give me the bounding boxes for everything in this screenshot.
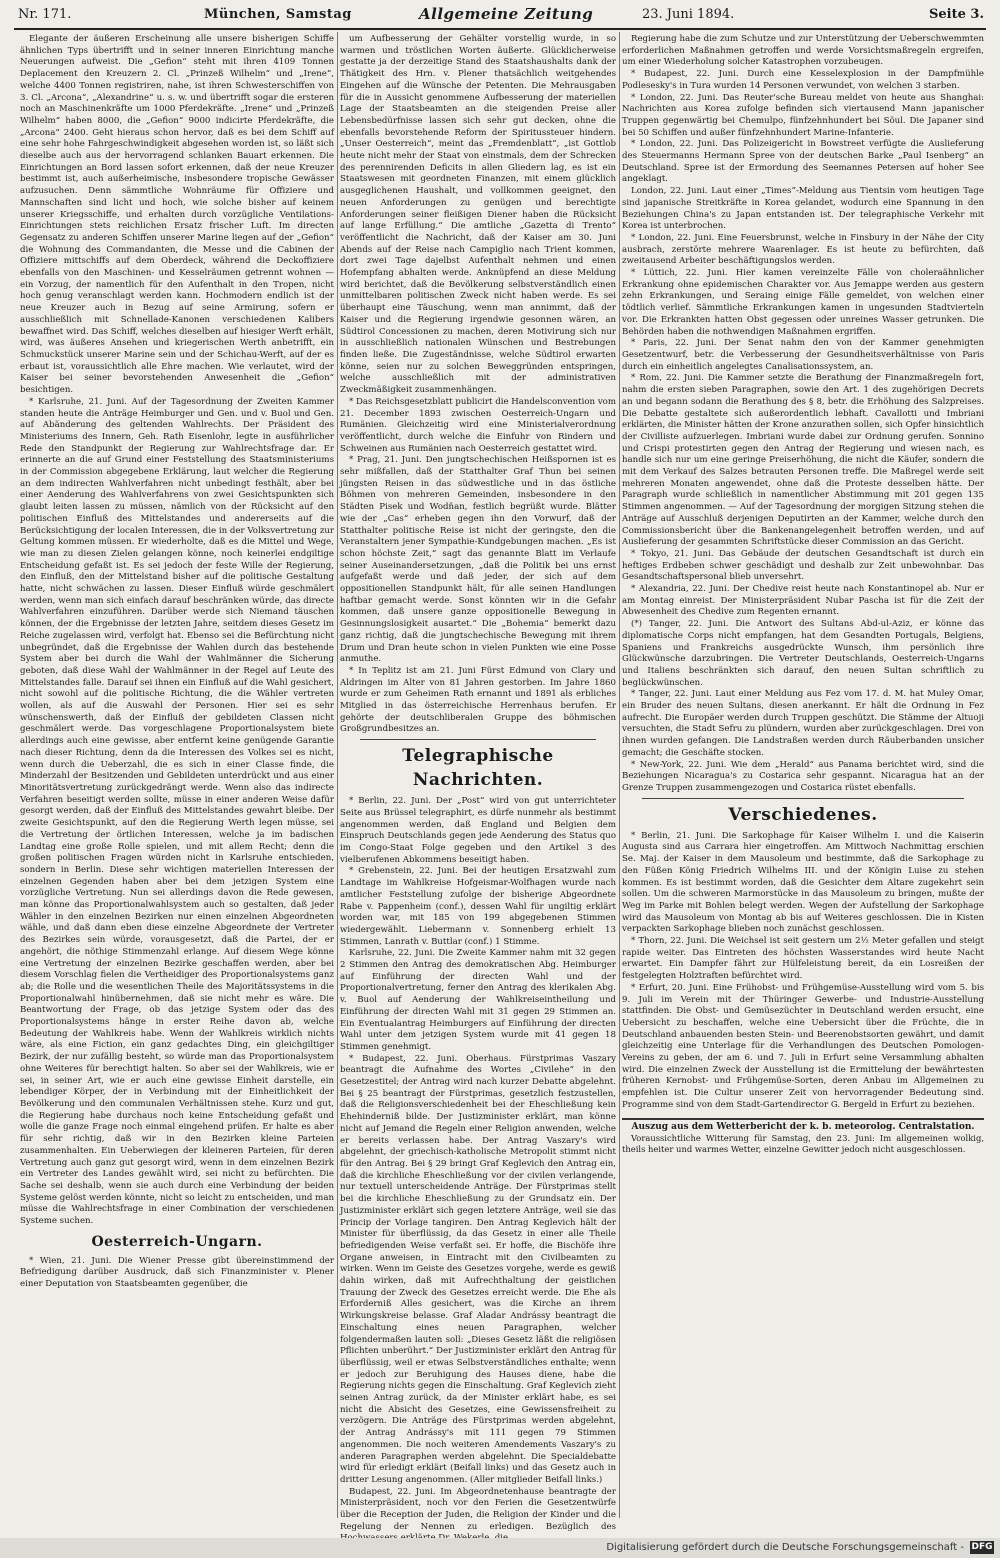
section-heading-austria-hungary: Oesterreich-Ungarn. <box>91 1233 263 1250</box>
article-paragraph: * Rom, 22. Juni. Die Kammer setzte die Berathung der Finanzmaßregeln fort, nahm die ersten sieben Paragraphen, sowie den Art. 1 des zugehörigen Decrets an und begann sodann die Berathung des § 8, betr. die Erhöhung des Salzpreises. Die Debatte gestaltete sich außerordentlich lebhaft. Cavallotti und Imbriani erklärten, die Minister hätten der Krone anzurathen sollen, sich Opfer hinsichtlich der Civilliste aufzuerlegen. Imbriani wurde dabei zur Ordnung gerufen. Sonnino und Crispi protestirten gegen den Antrag der Regierung und wiesen nach, es handle sich nur um eine geringe Preiserhöhung, die nicht die Käufer, sondern die mit dem Verkauf des Salzes betrauten Personen treffe. Die Maßregel werde seit mehreren Monaten angewendet, ohne daß die Proteste desselben hätte. Der Paragraph wurde schließlich in namentlicher Abstimmung mit 201 gegen 135 Stimmen angenommen. — Auf der Tagesordnung der morgigen Sitzung stehen die Anträge auf Ausschluß derjenigen Deputirten an der Kammer, welche durch den Commissionsbericht über die Bankenangelegenheit betroffen werden, und auf Auslieferung der gesammten Schriftstücke dieser Commission an das Gericht. <box>622 373 984 548</box>
article-paragraph: London, 22. Juni. Laut einer „Times“-Meldung aus Tientsin vom heutigen Tage sind japanische Streitkräfte in Korea gelandet, wodurch eine Spannung in den Beziehungen China's zu Japan entstanden ist. Der telegraphische Verkehr mit Korea ist unterbrochen. <box>622 186 984 232</box>
article-paragraph: um Aufbesserung der Gehälter vorstellig wurde, in so warmen und tröstlichen Worten äußerte. Glücklicherweise gestatte ja der derzeitige Stand des Staatshaushalts dank der Thätigkeit des Hrn. v. Plener thatsächlich weitgehendes Eingehen auf die Wünsche der Petenten. Die Mehrausgaben für die in Aussicht genommene Aufbesserung der materiellen Lage der Staatsbeamten an die steigenden Preise aller Lebensbedürfnisse lassen sich sehr gut decken, ohne die ebenfalls bevorstehende Reform der Spiritussteuer hindern. „Unser Oesterreich“, meint das „Fremdenblatt“, „ist Gottlob heute nicht mehr der Staat von einstmals, dem der Schrecken des perennirenden Deficits in allen Gliedern lag, es ist ein Staatswesen mit geordneten Finanzen, mit einem glücklich ausgeglichenen Haushalt, und vollkommen geeignet, den neuen Anforderungen zu genügen und berechtigte Anforderungen seiner fleißigen Diener haben die Rücksicht auf lange Erfüllung.“ Die amtliche „Gazetta di Trento“ veröffentlicht die Nachricht, daß der Kaiser am 30. Juni Abends auf der Reise nach Campiglio nach Trient kommen, dort zwei Tage dajelbst Aufenthalt nehmen und einen Hofempfang abhalten werde. Anknüpfend an diese Meldung wird berichtet, daß die Bevölkerung selbstverständlich einen unmittelbaren politischen Zweck nicht haben werde. Es sei überhaupt eine Täuschung, wenn man annimmt, daß der Kaiser und die Regierung irgendwie gesonnen wären, an Südtirol Concessionen zu machen, deren Motivirung sich nur in ausschließlich nationalen Wünschen und Bestrebungen finden ließe. Die Zugeständnisse, welche Südtirol erwarten könne, seien nur zu solchen Beweggründen entspringen, welche ausschließlich mit der administrativen Zweckmäßigkeit zusammenhängen. <box>340 34 616 396</box>
section-heading-miscellaneous: Verschiedenes. <box>728 804 878 825</box>
article-paragraph: * Berlin, 22. Juni. Der „Post“ wird von gut unterrichteter Seite aus Brüssel telegraphirt, es dürfe nunmehr als bestimmt angenommen werden, daß England und Belgien dem Einspruch Deutschlands gegen jede Aenderung des Status quo im Congo-Staat Folge gegeben und den Artikel 3 des vielberufenen Abkommens beseitigt haben. <box>340 796 616 865</box>
article-paragraph: Karlsruhe, 22. Juni. Die Zweite Kammer nahm mit 32 gegen 2 Stimmen den Antrag des demokratischen Abg. Heimburger auf Einführung der directen Wahl und der Proportionalvertretung, ferner den Antrag des klerikalen Abg. v. Buol auf Aenderung der Wahlkreiseintheilung und Einführung der directen Wahl mit 31 gegen 29 Stimmen an. Ein Eventualantrag Heimburgers auf Einführung der directen Wahl unter dem jetzigen System wurde mit 41 gegen 18 Stimmen genehmigt. <box>340 948 616 1052</box>
article-paragraph: * Tokyo, 21. Juni. Das Gebäude der deutschen Gesandtschaft ist durch ein heftiges Erdbeben schwer geschädigt und deshalb zur Zeit unbewohnbar. Das Gesandtschaftspersonal blieb unversehrt. <box>622 548 984 583</box>
article-paragraph: * London, 22. Juni. Das Reuter'sche Bureau meldet von heute aus Shanghai: Nachrichten aus Korea zufolge befinden sich viertausend Mann japanischer Truppen gegenwärtig bei Chemulpo, fünfzehnhundert bei Söul. Die Japaner sind bei 50 Schiffen und außer fünfzehnhundert Marine-Infanterie. <box>622 92 984 138</box>
place-and-day: München, Samstag <box>204 7 352 22</box>
column-1 <box>20 34 334 1518</box>
funding-credit: Digitalisierung gefördert durch die Deutsche Forschungsgemeinschaft - <box>606 1542 964 1553</box>
section-rule <box>642 798 964 799</box>
weather-report-text: Voraussichtliche Witterung für Samstag, den 23. Juni: Im allgemeinen wolkig, theils heiter und warmes Wetter, einzelne Gewitter jedoch nicht ausgeschlossen. <box>622 1132 984 1154</box>
article-paragraph: * Tanger, 22. Juni. Laut einer Meldung aus Fez vom 17. d. M. hat Muley Omar, ein Bruder des neuen Sultans, diesen anerkannt. Er hält die Ordnung in Fez aufrecht. Die Europäer werden durch Truppen geschützt. Die Stämme der Altuoji versuchten, die Stadt Sefru zu plündern, wurden aber zurückgeschlagen. Drei von ihnen wurden gefangen. Die Landstraßen werden durch Räuberbanden unsicher gemacht; die Geschäfte stocken. <box>622 689 984 758</box>
article-paragraph: * Grebenstein, 22. Juni. Bei der heutigen Ersatzwahl zum Landtage im Wahlkreise Hofgeismar-Wolfhagen wurde nach amtlicher Feststellung zufolge der bisherige Abgeordnete Rabe v. Pappenheim (conf.), dessen Wahl für ungiltig erklärt worden war, mit 185 von 199 abgegebenen Stimmen wiedergewählt. Liebermann v. Sonnenberg erhielt 13 Stimmen, Lanrath v. Buttlar (conf.) 1 Stimme. <box>340 866 616 947</box>
article-paragraph: Elegante der äußeren Erscheinung alle unsere bisherigen Schiffe ähnlichen Typs übertrifft und in seiner inneren Einrichtung manche Neuerungen aufweist. Die „Gefion“ steht mit ihren 4109 Tonnen Deplacement den Kreuzern 2. Cl. „Prinzeß Wilhelm“ und „Irene“, welche 4400 Tonnen registriren, nahe, ist ihren Schwesterschiffen von 3. Cl. „Arcona“, „Alexandrine“ u. s. w. und übertrifft sogar die ersteren noch an Maschinenkräfte um 1000 Pferdekräfte. „Irene“ und „Prinzeß Wilhelm“ haben 8000, die „Gefion“ 9000 indicirte Pferdekräfte, die „Arcona“ 2400. Geht hieraus schon hervor, daß es bei dem Schiff auf eine sehr hohe Fahrgeschwindigkeit abgesehen worden ist, so läßt sich dieselbe auch aus der hervorragend schlanken Bauart erkennen. Die Einrichtungen an Bord lassen sofort erkennen, daß der neue Kreuzer bestimmt ist, auch außerheimische, insbesondere tropische Gewässer aufzusuchen. Denn sämmtliche Wohnräume für Offiziere und Mannschaften sind licht und hoch, wie solche bisher auf keinem unserer Kriegsschiffe, und erhalten durch vorzügliche Ventilations-Einrichtungen stets reichlichen Ersatz frischer Luft. Im directen Gegensatz zu anderen Schiffen unserer Marine liegen auf der „Gefion“ die Wohnung des Commandanten, die Messe und die Cabinen der Offiziere mittschiffs auf dem Oberdeck, während die Deckoffiziere ebenfalls von den Maschinen- und Kesselräumen getrennt wohnen — ein Vorzug, der namentlich für den Aufenthalt in den Tropen, nicht hoch genug veranschlagt werden kann. Hochmodern endlich ist der neue Kreuzer auch in Bezug auf seine Armirung, sofern er ausschließlich mit Schnellade-Kanonen verschiedenen Kalibers bewaffnet wird. Das Schiff, welches dieselben auf hiesiger Werft erhält, wird, was äußeres Ansehen und kriegerischen Werth anbetrifft, ein Schmuckstück unserer Marine sein und der Schichau-Werft, auf der es erbaut ist, voraussichtlich alle Ehre machen. Wie verlautet, wird der Kaiser bei seiner bevorstehenden Anwesenheit die „Gefion“ besichtigen. <box>20 34 334 396</box>
column-divider <box>337 32 338 1518</box>
column-3 <box>622 34 984 1518</box>
column-2 <box>340 34 616 1532</box>
article-paragraph: * Karlsruhe, 21. Juni. Auf der Tagesordnung der Zweiten Kammer standen heute die Anträge Heimburger und Gen. und v. Buol und Gen. auf Abänderung des geltenden Wahlrechts. Der Präsident des Ministeriums des Innern, Geh. Rath Eisenlohr, legte in ausführlicher Rede den Standpunkt der Regierung zur Wahlrechtsfrage dar. Er erinnerte an die auf Grund einer Feststellung des Staatsministeriums in der Commission abgegebene Erklärung, laut welcher die Regierung an dem indirecten Wahlverfahren nicht unbedingt festhält, aber bei einer Aenderung des Wahlverfahrens von zwei Gesichtspunkten sich glaubt leiten lassen zu müssen, nämlich von der Rücksicht auf den politischen Einfluß des Mittelstandes und andererseits auf die Berücksichtigung der localen Interessen, die in der Volksvertretung zur Geltung kommen müssen. Er wiederholte, daß es die Mittel und Wege, wie man zu diesen Zielen gelangen könne, noch keinerlei endgiltige Entscheidung gefaßt ist. Es sei jedoch der feste Wille der Regierung, den Einfluß, den der Mittelstand bisher auf die politische Gestaltung hatte, nicht schwächen zu lassen. Dieser Einfluß würde geschmälert werden, wenn man sich einfach darauf beschränken würde, das directe Wahlverfahren einzuführen. Darüber werde sich Niemand täuschen können, der die Ergebnisse der letzten Jahre, seitdem dieses Gesetz im Reiche zugelassen wird, verfolgt hat. Ebenso sei die Befürchtung nicht unbegründet, daß die Ergebnisse der Wahlen durch das bestehende System aber bei durch die Wahl der Wahlmänner die Sicherung geboten, daß diese Wahl der Wahlmänner in der Regel auf Leute des Mittelstandes falle. Darauf sei ihnen ein Einfluß auf die Wahl gesichert, nicht sowohl auf die politische Richtung, die die Wähler vertreten wollen, als auf die Auswahl der Personen. Hier sei es sehr wünschenswerth, daß der Einfluß der gebildeten Classen nicht geschmälert werde. Das vorgeschlagene Proportionalsystem biete allerdings auch eine gewisse, aber entfernt keine genügende Garantie nach dieser Richtung, denn da die Interessen des Volkes sei es nicht, wenn durch die Ueberzahl, die es sich in einer Classe finde, die Minderzahl der Besitzenden und Gebildeten unterdrückt und aus einer Minoritätsvertretung zurückgedrängt werde. Wenn also das indirecte Verfahren beseitigt werden sollte, müsse in einer anderen Weise dafür gesorgt werden, daß der Einfluß des Mittelstandes gewahrt bleibe. Der zweite Gesichtspunkt, auf den die Regierung Werth legen müsse, sei die Vertretung der örtlichen Interessen, welche ja im badischen Landtag eine große Rolle spielen, und mit allem Recht; denn die großen politischen Fragen würden nicht in Karlsruhe entschieden, sondern in Berlin. Diese sehr wichtigen materiellen Interessen der einzelnen Gegenden haben aber bei dem jetzigen System eine vorzügliche Vertretung. Nun sei allerdings davon die Rede gewesen, man könne das Proportionalwahlsystem auch so gestalten, daß jeder Wähler in den einzelnen Bezirken nur einen einzelnen Abgeordneten wähle, und daß dann eben diese einzelne Abgeordnete der Vertreter des Bezirkes sein würde, vorausgesetzt, daß die Partei, der er angehört, die nöthige Stimmenzahl erlange. Auf diesem Wege könne eine Vertretung der einzelnen Bezirke geschaffen werden, aber bei diesem Vorschlag fielen die Vertheidiger des Proportionalsystems ganz ab; die Rolle und die wesentlichen Theile des Majoritätssystems in die Proportionalwahl hinübernehmen, daß sie nicht mehr es wäre. Die Beantwortung der Frage, ob das jetzige System oder das des Proportionalsystems hänge in erster Reihe davon ab, welche Bedeutung der Wahlkreis habe. Wenn der Wahlkreis wirklich nichts wäre, als eine Fiction, ein ganz gedachtes Ding, ein gleichgiltiger Bezirk, der nur zufällig besteht, so würde man das Proportionalsystem ohne Weiteres für berechtigt halten. So aber sei der Wahlkreis, wie er sei, in seiner Art, wie er auch eine gewisse Einheit darstelle, ein lebendiger Körper, der in Verbindung mit der Einheitlichkeit der Bevölkerung und den communalen Verhältnissen stehe. Kurz und gut, die Regierung habe durchaus noch keine Entscheidung gefaßt und wolle die ganze Frage noch einmal eingehend prüfen. Er halte es aber für sehr richtig, daß wir in den Bezirken kleine Parteien zusammenhalten. Ein Ueberwiegen der kleineren Parteien, für deren Vertretung auch ganz gut gesorgt wird, wenn in dem einzelnen Bezirk ein Vertreter des Landes gewählt wird, sei nicht zu befürchten. Die Sache sei deshalb, wenn sie auch durch eine Verbindung der beiden Systeme gelöst werden könnte, nicht so leicht zu entscheiden, und man müsse die Wahlrechtsfrage in einer Combination der verschiedenen Systeme suchen. <box>20 396 334 1227</box>
article-paragraph: * London, 22. Juni. Das Polizeigericht in Bowstreet verfügte die Auslieferung des Steuermanns Hermann Spree von der deutschen Barke „Paul Isenberg“ an Deutschland. Spree ist der Ermordung des Seemannes Petersen auf hoher See angeklagt. <box>622 139 984 185</box>
article-paragraph: * Thorn, 22. Juni. Die Weichsel ist seit gestern um 2½ Meter gefallen und steigt rapide weiter. Das Eintreten des höchsten Wasserstandes wird heute Nacht erwartet. Ein Dampfer fährt zur Hülfeleistung bereit, da ein Losreißen der festgelegten Holztraften befürchtet wird. <box>622 936 984 982</box>
section-heading-telegraphic-news: Telegraphische Nachrichten. <box>402 746 554 791</box>
article-paragraph: * Wien, 21. Juni. Die Wiener Presse gibt übereinstimmend der Befriedigung darüber Ausdruck, daß sich Finanzminister v. Plener einer Deputation von Staatsbeamten gegenüber, die <box>20 1255 334 1290</box>
article-paragraph: * Berlin, 21. Juni. Die Sarkophage für Kaiser Wilhelm I. und die Kaiserin Augusta sind aus Carrara hier eingetroffen. Am Mittwoch Nachmittag erschien Se. Maj. der Kaiser in dem Mausoleum und bestimmte, daß die Sarkophage zu den Füßen König Friedrich Wilhelms III. und der Königin Luise zu stehen kommen. Es ist bestimmt worden, daß die Gesichter dem Altare zugekehrt sein sollen. Um die schweren Marmorstücke in das Mausoleum zu bringen, mußte der Weg im Parke mit Bohlen belegt werden. Wegen der Aufstellung der Sarkophage wird das Mausoleum von Montag ab bis auf Weiteres geschlossen. Die in Kisten verpackten Sarkophage blieben noch zunächst geschlossen. <box>622 830 984 935</box>
article-paragraph: * Prag, 21. Juni. Den jungtschechischen Heißspornen ist es sehr mißfallen, daß der Statthalter Graf Thun bei seinen jüngsten Reisen in das südwestliche und in das östliche Böhmen von mehreren Gemeinden, insbesondere in den Städten Pisek und Wodňan, festlich begrüßt wurde. Blätter wie der „Cas“ erheben gegen ihn den Vorwurf, daß der Statthalter politische Reise ist nicht der geringste, den die Veranstaltern jener Sympathie-Kundgebungen machen. „Es ist schon höchste Zeit,“ sagt das genannte Blatt im Verlaufe seiner Auseinandersetzungen, „daß die Politik bei uns ernst aufgefaßt werde und daß jeder, der sich auf dem oppositionellen Standpunkt hält, für alle seinen Handlungen haftbar gemacht werde. Sonst könnten wir in die Gefahr kommen, daß unsere ganze oppositionelle Bewegung in Gesinnungslosigkeit ausartet.“ Die „Bohemia“ bemerkt dazu ganz richtig, daß die jungtschechische Bewegung mit ihrem Drum und Dran heute schon in vielen Punkten wie eine Posse anmuthe. <box>340 455 616 665</box>
article-paragraph: * Lüttich, 22. Juni. Hier kamen vereinzelte Fälle von choleraähnlicher Erkrankung ohne epidemischen Charakter vor. Aus Jemappe werden aus gestern zehn Erkrankungen, und Seraing einige Fälle gemeldet, von welchen einer tödtlich verlief. Sämmtliche Erkrankungen kamen in ungesunden Stadtvierteln vor. Die Erkrankten hatten Obst gegessen oder unreines Wasser getrunken. Die Behörden haben die nothwendigen Maßnahmen ergriffen. <box>622 268 984 337</box>
article-paragraph: * In Teplitz ist am 21. Juni Fürst Edmund von Clary und Aldringen im Alter von 81 Jahren gestorben. Im Jahre 1860 wurde er zum Geheimen Rath ernannt und 1891 als erbliches Mitglied in das österreichische Herrenhaus berufen. Er gehörte der deutschliberalen Gruppe des böhmischen Großgrundbesitzes an. <box>340 665 616 735</box>
article-paragraph: * London, 22. Juni. Eine Feuersbrunst, welche in Finsbury in der Nähe der City ausbrach, zerstörte mehrere Waarenlager. Es ist heute zu befürchten, daß zweitausend Arbeiter beschäftigungslos werden. <box>622 232 984 267</box>
dfg-logo: DFG <box>971 1542 993 1552</box>
article-paragraph: * New-York, 22. Juni. Wie dem „Herald“ aus Panama berichtet wird, sind die Beziehungen Nicaragua's zu Costarica sehr gespannt. Nicaragua hat an der Grenze Truppen zusammengezogen und Costarica rüstet ebenfalls. <box>622 759 984 793</box>
article-paragraph: * Erfurt, 20. Juni. Eine Frühobst- und Frühgemüse-Ausstellung wird vom 5. bis 9. Juli im Verein mit der Thüringer Gewerbe- und Industrie-Ausstellung stattfinden. Die Obst- und Gemüsezüchter in Deutschland werden ersucht, eine Uebersicht zu beschaffen, welche eine Uebersicht über die Früchte, die in Deutschland anbauenden besten Stein- und Beerenobstsorten gewährt, und damit gleichzeitig eine Unterlage für die Verhandlungen des Deutschen Pomologen-Vereins zu geben, der am 6. und 7. Juli in Erfurt seine Versammlung abhalten wird. Die einzelnen Zweck der Ausstellung ist die Ermittelung der bewährtesten früheren Kernobst- und Frühgemüse-Sorten, deren Anbau im Allgemeinen zu empfehlen ist. Die Cultur unserer Zeit von hervorragender Bedeutung sind. Programme sind von dem Stadt-Gartendirector G. Bergeld in Erfurt zu beziehen. <box>622 982 984 1110</box>
article-paragraph: * Das Reichsgesetzblatt publicirt die Handelsconvention vom 21. December 1893 zwischen Oesterreich-Ungarn und Rumänien. Gleichzeitig wird eine Ministerialverordnung veröffentlicht, durch welche die Einfuhr von Rindern und Schweinen aus Rumänien nach Oesterreich gestattet wird. <box>340 396 616 454</box>
article-paragraph: Regierung habe die zum Schutze und zur Unterstützung der Ueberschwemmten erforderlichen Maßnahmen getroffen und werde Vorsichtsmaßregeln ergreifen, um einer Wiederholung solcher Katastrophen vorzubeugen. <box>622 34 984 68</box>
issue-number: Nr. 171. <box>18 7 72 22</box>
article-paragraph: * Budapest, 22. Juni. Oberhaus. Fürstprimas Vaszary beantragt die Aufnahme des Wortes „Civilehe“ in den Gesetzestitel; der Antrag wird nach kurzer Debatte abgelehnt. Bei § 25 beantragt der Fürstprimas, gesetzlich festzustellen, daß die Religionsverschiedenheit bei der Eheschließung kein Ehehinderniß bilde. Der Justizminister erklärt, man könne nicht auf Jemand die Regeln einer Religion anwenden, welche er bereits verlassen habe. Der Antrag Vaszary's wird abgelehnt, der griechisch-katholische Metropolit stimmt nicht für den Antrag. Bei § 29 bringt Graf Keglevich den Antrag ein, daß die kirchliche Eheschließung vor der civilen verlangende, nur textuell unterscheidende Anträge. Der Fürstprimas stellt bei die kirchliche Eheschließung zu der Grundsatz ein. Der Justizminister erklärt sich gegen letztere Anträge, weil sie das Princip der Vorlage tangiren. Den Antrag Keglevich hält der Minister für überflüssig, da das Gesetz in einer alle Theile befriedigenden Weise verfaßt sei. Er hoffe, die Bischöfe ihre Organe anweisen, in Eintracht mit den Civilbeamten zu wirken. Wenn im Geiste des Gesetzes vorgehe, werde es gewiß dahin wirken, daß mit Aufrechthaltung der geistlichen Trauung der Zweck des Gesetzes erreicht werde. Die Ehe als Erforderniß Alles gesichert, was die Kirche an ihrem Wirkungskreise belasse. Graf Aladar Andrássy beantragt die Einschaltung eines neuen Paragraphen, welcher folgendermaßen lauten soll: „Dieses Gesetz läßt die religiösen Pflichten unberührt.“ Der Justizminister erklärt den Antrag für überflüssig, weil er etwas Selbstverständliches enthalte; wenn er jedoch zur Beruhigung des Hauses diene, habe die Regierung nichts gegen die Einschaltung. Graf Keglevich zieht seinen Antrag zurück, da der Minister erklärt habe, es sei nicht die Absicht des Gesetzes, eine Gewissensfreiheit zu verzögern. Die Anträge des Fürstprimas werden abgelehnt, der Antrag Andrássy's mit 111 gegen 79 Stimmen angenommen. Die noch weiteren Amendements Vaszary's zu anderen Paragraphen werden abgelehnt. Die Specialdebatte wird für erledigt erklärt (Beifall links) und das Gesetz auch in dritter Lesung angenommen. (Aller mitglieder Beifall links.) <box>340 1053 616 1485</box>
column-divider <box>619 32 620 1518</box>
article-paragraph: * Alexandria, 22. Juni. Der Chedive reist heute nach Konstantinopel ab. Nur er am Montag einreist. Der Ministerpräsident Nubar Pascha ist für die Zeit der Abwesenheit des Chedive zum Regenten ernannt. <box>622 584 984 618</box>
issue-date: 23. Juni 1894. <box>642 7 735 22</box>
article-paragraph: * Paris, 22. Juni. Der Senat nahm den von der Kammer genehmigten Gesetzentwurf, betr. die Verbesserung der Gesundheitsverhältnisse von Paris durch ein einheitlich angelegtes Canalisationssystem, an. <box>622 338 984 372</box>
article-paragraph: * Budapest, 22. Juni. Durch eine Kesselexplosion in der Dampfmühle Podlesesky's in Tura wurden 14 Personen verwundet, von welchen 3 starben. <box>622 69 984 91</box>
article-paragraph: (*) Tanger, 22. Juni. Die Antwort des Sultans Abd-ul-Aziz, er könne das diplomatische Corps nicht empfangen, hat dem Gesandten Portugals, Belgiens, Spaniens und Frankreichs ausgedrückte Wunsch, ihm persönlich ihre Glückwünsche darzubringen. Die Vertreter Deutschlands, Oesterreich-Ungarns und Italiens beschränkten sich darauf, den neuen Sultan schriftlich zu beglückwünschen. <box>622 619 984 688</box>
weather-report-box <box>622 1118 984 1155</box>
digitization-footer <box>0 1538 1000 1558</box>
page-number: Seite 3. <box>929 7 984 22</box>
section-rule <box>360 739 596 740</box>
newspaper-title: Allgemeine Zeitung <box>419 5 594 23</box>
weather-report-title: Auszug aus dem Wetterbericht der k. b. meteorolog. Centralstation. <box>631 1121 975 1132</box>
page-header <box>14 4 986 30</box>
article-paragraph: Budapest, 22. Juni. Im Abgeordnetenhause beantragte der Ministerpräsident, noch vor den Ferien die Gesetzentwürfe über die Reception der Juden, die Religion der Kinder und die Regelung der Nennen zu erledigen. Bezüglich des <box>340 1486 616 1532</box>
